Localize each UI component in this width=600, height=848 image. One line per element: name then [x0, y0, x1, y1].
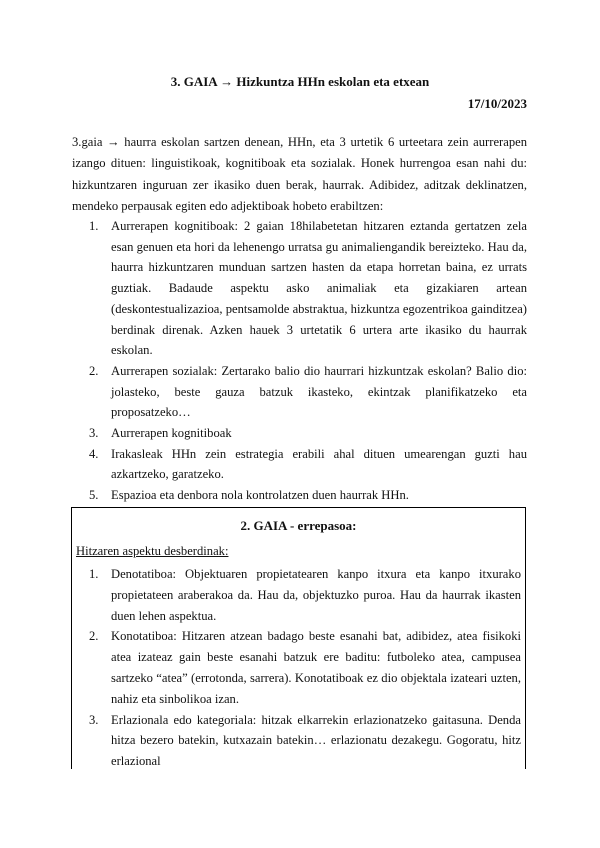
list-item [89, 485, 527, 506]
list-item-text: Erlazionala edo kategoriala: hitzak elkarrekin erlazionatzeko gaitasuna. Denda hitza bezero batekin, kutxazain batekin… erlazionatu dezakegu. Gogoratu, hitz erlazional [111, 712, 521, 769]
list-item-number: 5. [89, 488, 99, 503]
list-item-text: Espazioa eta denbora nola kontrolatzen duen haurrak HHn. [111, 488, 409, 503]
list-item-text: Aurrerapen sozialak: Zertarako balio dio haurrari hizkuntzak eskolan? Balio dio: jolasteko, beste gauza batzuk ikasteko, ekintzak planifikatzeko eta proposatzeko… [111, 363, 527, 420]
list-item [89, 444, 527, 485]
list-item-number: 1. [89, 219, 99, 233]
list-item-number: 2. [89, 629, 99, 644]
list-item [89, 216, 527, 361]
list-item-text: Aurrerapen kognitiboak [111, 426, 232, 441]
review-list [89, 564, 521, 769]
page-title: 3. GAIA → Hizkuntza HHn eskolan eta etxean [170, 74, 430, 89]
list-item-number: 3. [89, 426, 99, 441]
list-item-text: Denotatiboa: Objektuaren propietatearen kanpo itxura eta kanpo itxurako propietateen araberakoa da. Hau da, objektuzko puroa. Hau da haurrak ikasten duen lehen aspektua. [111, 567, 521, 623]
list-item-text: Aurrerapen kognitiboak: 2 gaian 18hilabetetan hitzaren eztanda gertatzen zela esan genuen eta hori da lehenengo urratsa gu animaliengandik bereizteko. Hau da, haurra hizkuntzaren munduan sartzen hasten da etapa horretan baina, ez urrats guztiak. Badaude aspektu asko animaliak eta gizakiaren artean (deskontestualizazioa, pentsamolde abstraktua, hizkuntza egozentrikoa gainditzea) berdinak direnak. Azken hauek 3 urtetatik 6 urtera arte ikasiko du haurrak eskolan. [111, 219, 527, 358]
date-label: 17/10/2023 [467, 96, 527, 111]
review-box [71, 507, 526, 769]
list-item-number: 4. [89, 446, 99, 461]
list-item [89, 626, 521, 709]
list-item [89, 423, 527, 444]
list-item-number: 3. [89, 712, 99, 727]
list-item [89, 710, 521, 769]
intro-paragraph: 3.gaia → haurra eskolan sartzen denean, HHn, eta 3 urtetik 6 urteetara zein aurrerapen izango dituen: linguistikoak, kognitiboak eta sozialak. Honek hurrengoa esan nahi du: hizkuntzaren inguruan zer ikasiko duen berak, haurrak. Adibidez, aditzak deklinatzen, mendeko perpausak egiten edo adjektiboak hobeto erabiltzen: [72, 135, 527, 214]
list-item [89, 564, 521, 626]
numbered-list [89, 216, 527, 506]
review-box-title: 2. GAIA - errepasoa: [240, 518, 357, 533]
list-item-text: Konotatiboa: Hitzaren atzean badago beste esanahi bat, adibidez, atea fisikoki atea izateaz gain beste esanahi batzuk ere baditu: futboleko atea, campusea sartzeko “atea” (errotonda, sarrera). Konotatiboak ez dio objektala izateari uzten, nahiz eta sinbolikoa izan. [111, 629, 521, 706]
list-item-number: 2. [89, 363, 99, 378]
list-item-number: 1. [89, 567, 99, 581]
list-item [89, 361, 527, 423]
list-item-text: Irakasleak HHn zein estrategia erabili ahal dituen umearengan guzti hau azkartzeko, garatzeko. [111, 446, 527, 482]
review-box-subtitle: Hitzaren aspektu desberdinak: [76, 544, 229, 558]
